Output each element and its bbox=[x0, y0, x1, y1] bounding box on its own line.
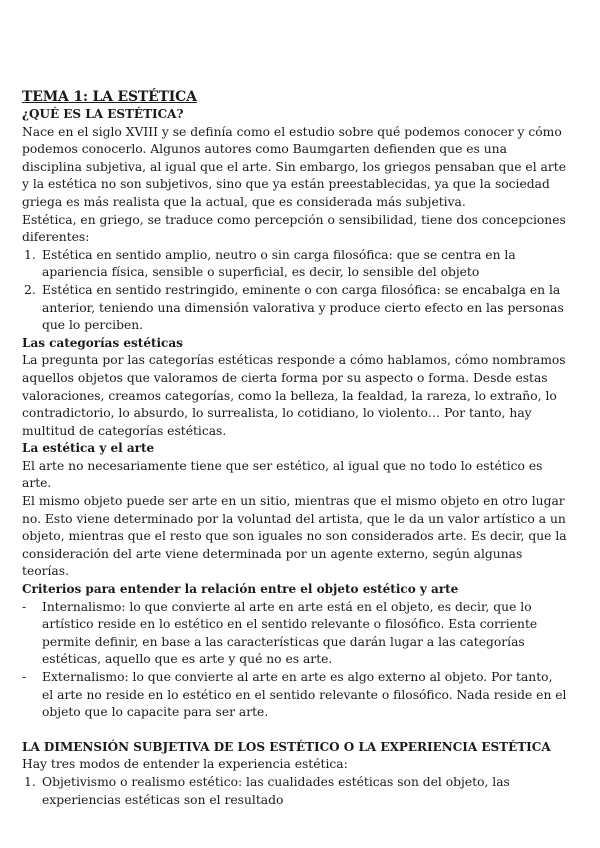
list-dash: - bbox=[22, 670, 27, 684]
list-number: 2. bbox=[24, 282, 36, 297]
list-number: 1. bbox=[24, 247, 36, 262]
list-item-text: Objetivismo o realismo estético: las cualidades estéticas son del objeto, las experiencias estéticas son el resultado bbox=[42, 774, 510, 807]
list-number: 1. bbox=[24, 774, 36, 789]
paragraph: Nace en el siglo XVIII y se definía como el estudio sobre qué podemos conocer y cómo podemos conocerlo. Algunos autores como Baumgarten defienden que es una disciplina subjetiva, al igual que el arte. Sin embargo, los griegos pensaban que el arte y la estética no son subjetivos, sino que ya están preestablecidas, ya que la sociedad griega es más realista que la actual, que es considerada más subjetiva. bbox=[22, 124, 566, 209]
paragraph: El arte no necesariamente tiene que ser estético, al igual que no todo lo estético es arte. bbox=[22, 458, 543, 491]
list-item bbox=[22, 282, 567, 335]
spacer bbox=[22, 722, 567, 739]
list-dash: - bbox=[22, 599, 27, 614]
section-heading-estetica-arte: La estética y el arte bbox=[22, 441, 155, 456]
list-item bbox=[22, 669, 567, 722]
document-page bbox=[22, 88, 567, 809]
paragraph: El mismo objeto puede ser arte en un sitio, mientras que el mismo objeto en otro lugar no. Esto viene determinado por la voluntad del artista, que le da un valor artístico a un objeto, mientras que el resto que son iguales no son considerados arte. Es decir, que la consideración del arte viene determinada por un agente externo, según algunas teorías. bbox=[22, 494, 567, 579]
list-item-text: Estética en sentido amplio, neutro o sin carga filosófica: que se centra en la apariencia física, sensible o superficial, es decir, lo sensible del objeto bbox=[42, 247, 516, 280]
list-item bbox=[22, 599, 567, 669]
paragraph: Hay tres modos de entender la experiencia estética: bbox=[22, 757, 348, 772]
list-item bbox=[22, 247, 567, 282]
section-heading-criterios: Criterios para entender la relación entre el objeto estético y arte bbox=[22, 582, 459, 597]
list-item bbox=[22, 774, 567, 809]
list-item-text: Externalismo: lo que convierte al arte en arte es algo externo al objeto. Por tanto, el arte no reside en lo estético en el sentido relevante o filosófico. Nada reside en el objeto que lo capacite para ser arte. bbox=[42, 670, 567, 720]
section-heading-que-es: ¿QUÉ ES LA ESTÉTICA? bbox=[22, 107, 184, 121]
numbered-list bbox=[22, 774, 567, 809]
dash-list bbox=[22, 599, 567, 722]
paragraph: Estética, en griego, se traduce como percepción o sensibilidad, tiene dos concepciones diferentes: bbox=[22, 212, 566, 245]
section-heading-dimension-subjetiva: LA DIMENSIÓN SUBJETIVA DE LOS ESTÉTICO O LA EXPERIENCIA ESTÉTICA bbox=[22, 739, 551, 754]
list-item-text: Internalismo: lo que convierte al arte en arte está en el objeto, es decir, que lo artístico reside en lo estético en el sentido relevante o filosófico. Esta corriente permite definir, en base a las características que darán lugar a las categorías estéticas, aquello que es arte y qué no es arte. bbox=[42, 599, 538, 667]
section-heading-categorias: Las categorías estéticas bbox=[22, 335, 183, 350]
list-item-text: Estética en sentido restringido, eminente o con carga filosófica: se encabalga en la anterior, teniendo una dimensión valorativa y produce cierto efecto en las personas que lo perciben. bbox=[42, 282, 564, 333]
numbered-list bbox=[22, 247, 567, 335]
document-title: TEMA 1: LA ESTÉTICA bbox=[22, 89, 197, 105]
paragraph: La pregunta por las categorías estéticas responde a cómo hablamos, cómo nombramos aquellos objetos que valoramos de cierta forma por su aspecto o forma. Desde estas valoraciones, creamos categorías, como la belleza, la fealdad, la rareza, lo extraño, lo contradictorio, lo absurdo, lo surrealista, lo cotidiano, lo violento… Por tanto, hay multitud de categorías estéticas. bbox=[22, 353, 566, 438]
